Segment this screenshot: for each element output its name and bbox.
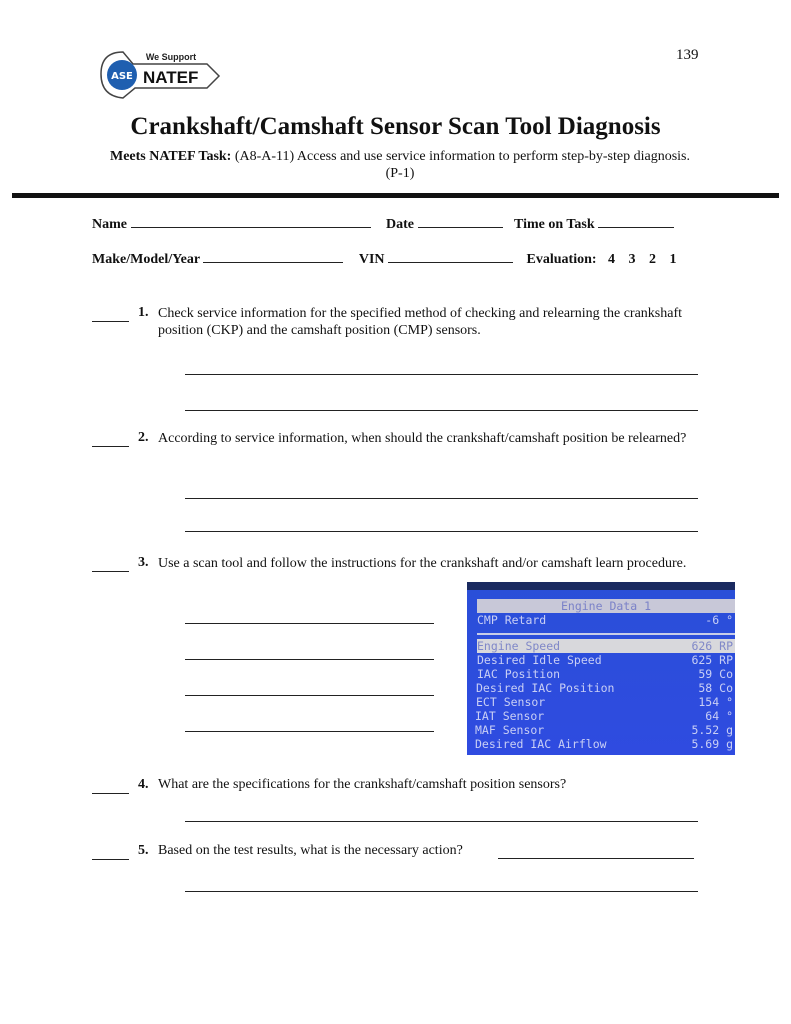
answer-line[interactable] xyxy=(185,531,698,532)
date-label: Date xyxy=(386,217,414,232)
q5-check-blank[interactable] xyxy=(92,859,129,860)
q3-check-blank[interactable] xyxy=(92,571,129,572)
q2-number: 2. xyxy=(138,430,149,445)
task-text: (A8-A-11) Access and use service information to perform step-by-step diagnosis. (P-1) xyxy=(234,149,690,181)
q2-text: According to service information, when should the crankshaft/camshaft position be relearned? xyxy=(158,431,687,446)
answer-line[interactable] xyxy=(185,731,434,732)
q5-text: Based on the test results, what is the necessary action? xyxy=(158,843,463,858)
q1-text: Check service information for the specified method of checking and relearning the crankshaft position (CKP) and the camshaft position (CMP) sensors. xyxy=(158,306,683,338)
page-number: 139 xyxy=(676,47,699,63)
answer-line[interactable] xyxy=(498,858,694,859)
answer-line[interactable] xyxy=(185,659,434,660)
vin-field[interactable] xyxy=(388,250,513,263)
name-field[interactable] xyxy=(131,215,371,228)
scan-header: Engine Data 1 xyxy=(477,599,735,613)
scan-row: ECT Sensor 154 ° xyxy=(476,695,733,709)
answer-line[interactable] xyxy=(185,695,434,696)
page-title: Crankshaft/Camshaft Sensor Scan Tool Diagnosis xyxy=(130,113,661,140)
q4-number: 4. xyxy=(138,777,149,792)
scan-row: Desired Idle Speed 625 RP xyxy=(477,653,733,667)
scan-row: IAT Sensor 64 ° xyxy=(475,709,733,723)
scan-row: IAC Position 59 Co xyxy=(477,667,733,681)
scan-row: Desired IAC Position 58 Co xyxy=(476,681,733,695)
evaluation-scores[interactable]: 4 3 2 1 xyxy=(608,252,677,267)
scan-row: MAF Sensor 5.52 g xyxy=(475,723,733,737)
name-row xyxy=(92,215,674,233)
time-on-task-label: Time on Task xyxy=(514,217,595,232)
svg-text:ASE: ASE xyxy=(111,71,133,82)
time-on-task-field[interactable] xyxy=(598,215,674,228)
q1-number: 1. xyxy=(138,305,149,320)
divider xyxy=(12,193,779,198)
svg-text:NATEF: NATEF xyxy=(143,68,199,87)
scan-row: CMP Retard -6 ° xyxy=(477,613,733,627)
answer-line[interactable] xyxy=(185,498,698,499)
q1-check-blank[interactable] xyxy=(92,321,129,322)
task-label: Meets NATEF Task: xyxy=(110,149,232,164)
scan-tool-photo xyxy=(467,582,735,755)
evaluation-label: Evaluation: xyxy=(526,252,597,267)
answer-line[interactable] xyxy=(185,891,698,892)
q3-number: 3. xyxy=(138,555,149,570)
q3-text: Use a scan tool and follow the instructions for the crankshaft and/or camshaft learn procedure. xyxy=(158,556,687,571)
answer-line[interactable] xyxy=(185,410,698,411)
scan-row-selected: Engine Speed 626 RP xyxy=(477,639,733,653)
answer-line[interactable] xyxy=(185,821,698,822)
date-field[interactable] xyxy=(418,215,503,228)
make-model-year-label: Make/Model/Year xyxy=(92,252,200,267)
svg-text:We Support: We Support xyxy=(145,52,197,62)
vin-label: VIN xyxy=(358,252,385,267)
scan-row: Desired IAC Airflow 5.69 g xyxy=(475,737,733,751)
q5-number: 5. xyxy=(138,843,149,858)
q2-check-blank[interactable] xyxy=(92,446,129,447)
vehicle-row xyxy=(92,250,677,268)
answer-line[interactable] xyxy=(185,623,434,624)
answer-line[interactable] xyxy=(185,374,698,375)
q4-check-blank[interactable] xyxy=(92,793,129,794)
natef-logo xyxy=(95,44,225,104)
name-label: Name xyxy=(92,217,127,232)
q4-text: What are the specifications for the crankshaft/camshaft position sensors? xyxy=(158,777,567,792)
make-model-year-field[interactable] xyxy=(203,250,343,263)
task-subtitle xyxy=(100,148,700,182)
